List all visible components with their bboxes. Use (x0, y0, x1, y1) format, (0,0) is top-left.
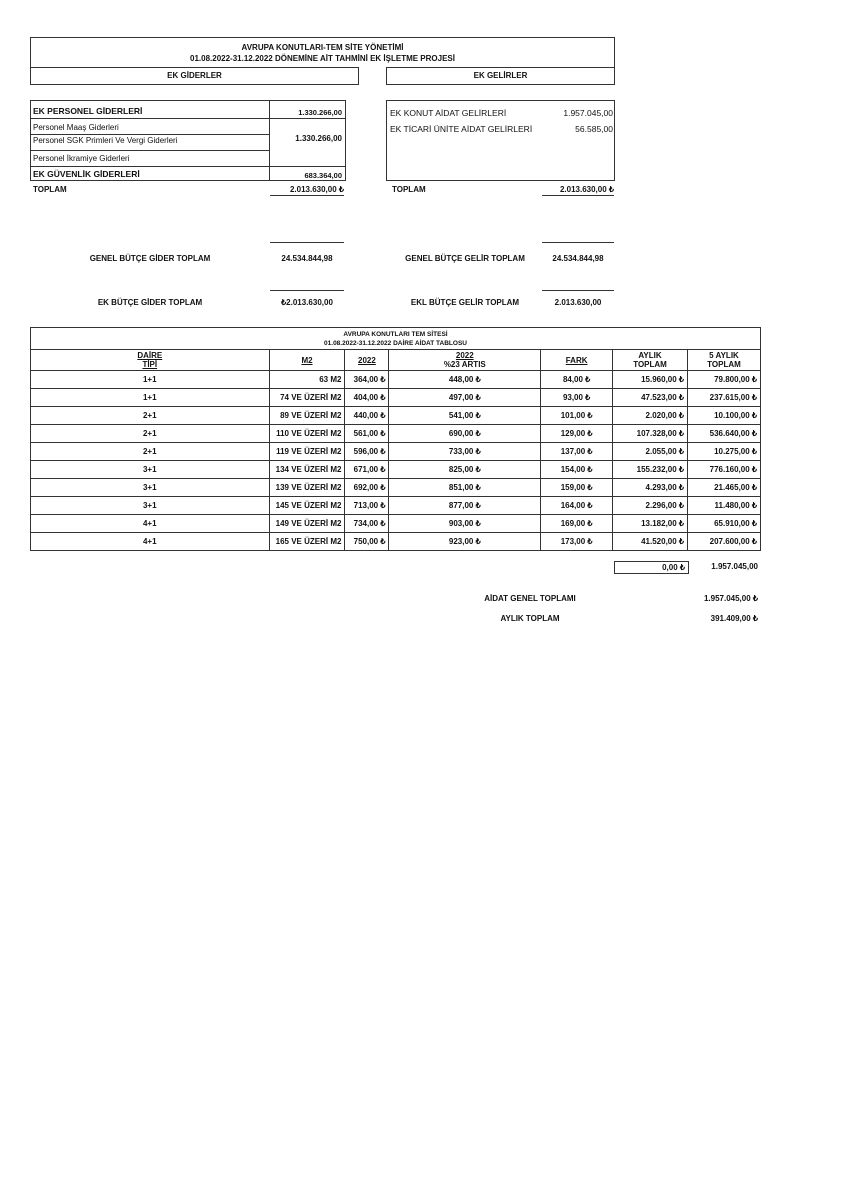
area-cell: 145 VE ÜZERİ M2 (269, 497, 345, 515)
five-month-total-cell: 207.600,00 ₺ (688, 533, 761, 551)
five-month-footer-value: 1.957.045,00 (711, 562, 758, 571)
column-header (31, 350, 270, 371)
income-item-label: EK TİCARİ ÜNİTE AİDAT GELİRLERİ (390, 124, 533, 134)
aidat-grand-total-label: AİDAT GENEL TOPLAMI (484, 594, 576, 603)
five-month-total-cell: 65.910,00 ₺ (688, 515, 761, 533)
table-row (31, 443, 761, 461)
difference-cell: 154,00 ₺ (541, 461, 613, 479)
area-cell: 149 VE ÜZERİ M2 (269, 515, 345, 533)
underline (542, 290, 614, 291)
table-row (31, 389, 761, 407)
expenses-total-label: TOPLAM (33, 185, 67, 194)
difference-cell: 159,00 ₺ (541, 479, 613, 497)
monthly-total-cell: 13.182,00 ₺ (613, 515, 688, 533)
apartment-type-cell: 4+1 (31, 533, 270, 551)
fee-2022-increased-cell: 903,00 ₺ (389, 515, 541, 533)
underline (270, 290, 344, 291)
monthly-total-cell: 41.520,00 ₺ (613, 533, 688, 551)
monthly-footer-value: 0,00 ₺ (662, 563, 685, 572)
expenses-total-value: 2.013.630,00 ₺ (289, 185, 344, 194)
monthly-total-cell: 107.328,00 ₺ (613, 425, 688, 443)
underline (270, 242, 344, 243)
document-subtitle: 01.08.2022-31.12.2022 DÖNEMİNE AİT TAHMİNİ EK İŞLETME PROJESİ (190, 54, 455, 63)
table-row (31, 407, 761, 425)
income-header: EK GELİRLER (386, 67, 615, 85)
row-divider (31, 150, 269, 151)
apartment-type-cell: 1+1 (31, 389, 270, 407)
five-month-total-cell: 237.615,00 ₺ (688, 389, 761, 407)
income-total-value: 2.013.630,00 ₺ (559, 185, 614, 194)
expense-item: Personel İkramiye Giderleri (33, 154, 130, 163)
extra-expense-label: EK BÜTÇE GİDER TOPLAM (97, 298, 203, 307)
monthly-total-cell: 2.020,00 ₺ (613, 407, 688, 425)
column-header-line2: TOPLAM (633, 360, 667, 369)
area-cell: 63 M2 (269, 371, 345, 389)
fee-2022-cell: 671,00 ₺ (345, 461, 389, 479)
area-cell: 134 VE ÜZERİ M2 (269, 461, 345, 479)
monthly-total-cell: 47.523,00 ₺ (613, 389, 688, 407)
column-header-line1: DAİRE (137, 351, 163, 360)
income-item-value: 1.957.045,00 (563, 108, 613, 118)
fee-2022-increased-cell: 690,00 ₺ (389, 425, 541, 443)
income-item-label: EK KONUT AİDAT GELİRLERİ (390, 108, 507, 118)
fee-2022-increased-cell: 448,00 ₺ (389, 371, 541, 389)
five-month-total-cell: 776.160,00 ₺ (688, 461, 761, 479)
column-header (613, 350, 688, 371)
row-divider (31, 134, 269, 135)
extra-income-label: EKL BÜTÇE GELİR TOPLAM (410, 298, 520, 307)
apartment-type-cell: 2+1 (31, 407, 270, 425)
table-row (31, 479, 761, 497)
column-header-line1: FARK (565, 355, 588, 365)
five-month-total-cell: 11.480,00 ₺ (688, 497, 761, 515)
aidat-table-title (31, 328, 761, 350)
difference-cell: 84,00 ₺ (541, 371, 613, 389)
difference-cell: 93,00 ₺ (541, 389, 613, 407)
security-expenses-label: EK GÜVENLİK GİDERLERİ (33, 169, 140, 179)
table-row (31, 371, 761, 389)
fee-2022-cell: 692,00 ₺ (345, 479, 389, 497)
underline (270, 195, 344, 196)
monthly-total-cell: 155.232,00 ₺ (613, 461, 688, 479)
table-row (31, 533, 761, 551)
fee-2022-increased-cell: 497,00 ₺ (389, 389, 541, 407)
monthly-total-cell: 4.293,00 ₺ (613, 479, 688, 497)
column-header-line2: TİPİ (142, 360, 158, 369)
difference-cell: 137,00 ₺ (541, 443, 613, 461)
fee-2022-cell: 404,00 ₺ (345, 389, 389, 407)
column-header-line1: 2022 (455, 351, 474, 360)
table-row (31, 515, 761, 533)
income-table (386, 100, 615, 181)
monthly-total-cell: 15.960,00 ₺ (613, 371, 688, 389)
area-cell: 119 VE ÜZERİ M2 (269, 443, 345, 461)
area-cell: 74 VE ÜZERİ M2 (269, 389, 345, 407)
fee-2022-increased-cell: 541,00 ₺ (389, 407, 541, 425)
column-header-line2: TOPLAM (707, 360, 741, 369)
table-row (31, 425, 761, 443)
area-cell: 89 VE ÜZERİ M2 (269, 407, 345, 425)
expenses-header: EK GİDERLER (30, 67, 359, 85)
area-cell: 165 VE ÜZERİ M2 (269, 533, 345, 551)
fee-2022-cell: 713,00 ₺ (345, 497, 389, 515)
general-income-value: 24.534.844,98 (552, 254, 604, 263)
fee-2022-increased-cell: 877,00 ₺ (389, 497, 541, 515)
income-total-label: TOPLAM (392, 185, 426, 194)
extra-income-value: 2.013.630,00 (554, 298, 602, 307)
column-header-line1: 5 AYLIK (709, 351, 739, 360)
monthly-total-cell: 2.296,00 ₺ (613, 497, 688, 515)
expense-items-value: 1.330.266,00 (295, 134, 342, 143)
underline (542, 195, 614, 196)
apartment-type-cell: 3+1 (31, 479, 270, 497)
aidat-table-header-row (31, 350, 761, 371)
column-header (541, 350, 613, 371)
column-header-line1: 2022 (358, 355, 376, 365)
apartment-type-cell: 1+1 (31, 371, 270, 389)
area-cell: 110 VE ÜZERİ M2 (269, 425, 345, 443)
apartment-type-cell: 2+1 (31, 443, 270, 461)
apartment-type-cell: 3+1 (31, 461, 270, 479)
monthly-total-label: AYLIK TOPLAM (500, 614, 560, 623)
difference-cell: 169,00 ₺ (541, 515, 613, 533)
difference-cell: 164,00 ₺ (541, 497, 613, 515)
fee-2022-cell: 364,00 ₺ (345, 371, 389, 389)
area-cell: 139 VE ÜZERİ M2 (269, 479, 345, 497)
document-title: AVRUPA KONUTLARI-TEM SİTE YÖNETİMİ (241, 43, 404, 52)
personnel-expenses-label: EK PERSONEL GİDERLERİ (33, 106, 143, 116)
five-month-total-cell: 536.640,00 ₺ (688, 425, 761, 443)
aidat-table-title-text: AVRUPA KONUTLARI TEM SİTESİ (343, 331, 448, 338)
document-header (30, 37, 615, 68)
fee-2022-increased-cell: 923,00 ₺ (389, 533, 541, 551)
general-income-label: GENEL BÜTÇE GELİR TOPLAM (405, 254, 525, 263)
income-item-value: 56.585,00 (575, 124, 613, 134)
fee-2022-increased-cell: 825,00 ₺ (389, 461, 541, 479)
fee-2022-cell: 440,00 ₺ (345, 407, 389, 425)
aidat-table-subtitle-text: 01.08.2022-31.12.2022 DAİRE AİDAT TABLOSU (324, 340, 467, 347)
aidat-table (30, 327, 761, 551)
fee-2022-increased-cell: 851,00 ₺ (389, 479, 541, 497)
five-month-total-cell: 10.275,00 ₺ (688, 443, 761, 461)
apartment-type-cell: 4+1 (31, 515, 270, 533)
row-divider (31, 118, 345, 119)
column-divider (269, 101, 270, 180)
expenses-table (30, 100, 346, 181)
general-expense-label: GENEL BÜTÇE GİDER TOPLAM (89, 254, 211, 263)
column-header-line2: %23 ARTIS (443, 360, 486, 369)
table-row (31, 461, 761, 479)
fee-2022-cell: 734,00 ₺ (345, 515, 389, 533)
column-header-line1: M2 (301, 355, 313, 365)
row-divider (31, 166, 345, 167)
five-month-total-cell: 10.100,00 ₺ (688, 407, 761, 425)
monthly-total-cell: 2.055,00 ₺ (613, 443, 688, 461)
fee-2022-cell: 596,00 ₺ (345, 443, 389, 461)
column-header (389, 350, 541, 371)
difference-cell: 101,00 ₺ (541, 407, 613, 425)
five-month-total-cell: 21.465,00 ₺ (688, 479, 761, 497)
difference-cell: 129,00 ₺ (541, 425, 613, 443)
column-header (269, 350, 345, 371)
security-expenses-value: 683.364,00 (304, 171, 342, 180)
fee-2022-cell: 750,00 ₺ (345, 533, 389, 551)
monthly-footer-cell (614, 561, 689, 574)
fee-2022-increased-cell: 733,00 ₺ (389, 443, 541, 461)
column-header-line1: AYLIK (638, 351, 662, 360)
apartment-type-cell: 3+1 (31, 497, 270, 515)
column-header (688, 350, 761, 371)
general-expense-value: 24.534.844,98 (281, 254, 333, 263)
aidat-grand-total-value: 1.957.045,00 ₺ (703, 594, 758, 603)
extra-expense-value: ₺2.013.630,00 (281, 298, 333, 307)
underline (542, 242, 614, 243)
table-row (31, 497, 761, 515)
expense-item: Personel SGK Primleri Ve Vergi Giderleri (33, 136, 178, 145)
expense-item: Personel Maaş Giderleri (33, 123, 119, 132)
five-month-total-cell: 79.800,00 ₺ (688, 371, 761, 389)
column-header (345, 350, 389, 371)
fee-2022-cell: 561,00 ₺ (345, 425, 389, 443)
difference-cell: 173,00 ₺ (541, 533, 613, 551)
monthly-total-value: 391.409,00 ₺ (710, 614, 758, 623)
apartment-type-cell: 2+1 (31, 425, 270, 443)
personnel-expenses-value: 1.330.266,00 (298, 108, 342, 117)
